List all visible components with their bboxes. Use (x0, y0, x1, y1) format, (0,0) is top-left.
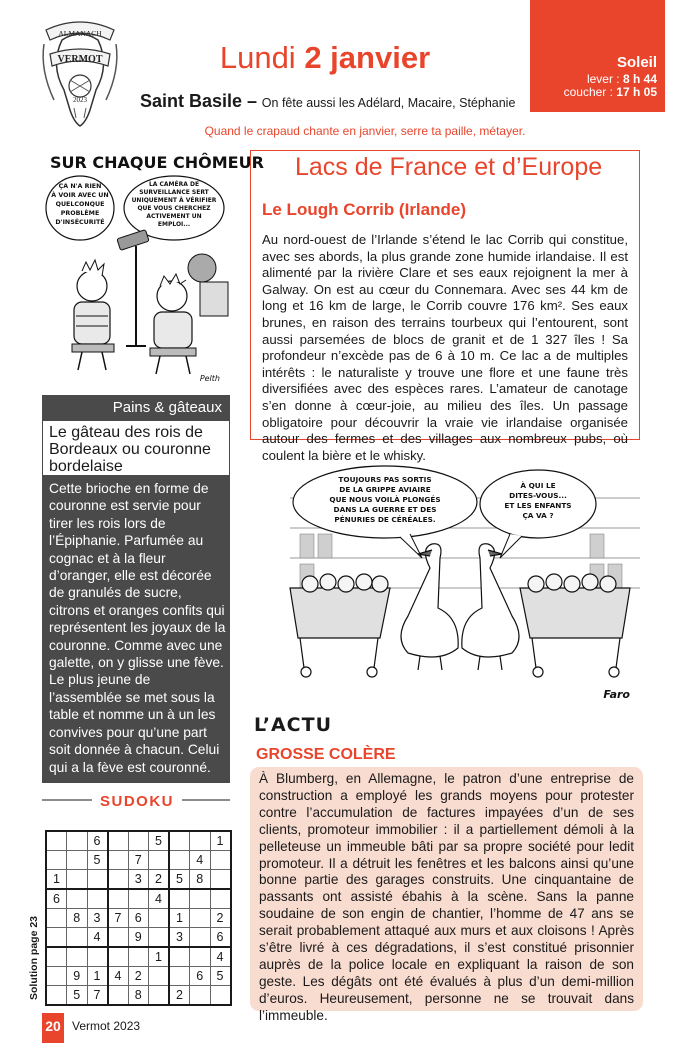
sudoku-cell: 5 (67, 985, 88, 1004)
sudoku-cell (210, 889, 231, 908)
sudoku-cell (46, 850, 67, 869)
sudoku-cell: 6 (190, 966, 211, 985)
sudoku-cell (108, 870, 129, 889)
pains-category: Pains & gâteaux (42, 395, 230, 421)
bubble2-right-line: ÇA VA ? (522, 511, 554, 520)
camera-drawing (117, 230, 149, 346)
sudoku-cell: 4 (190, 850, 211, 869)
man-right-drawing (150, 274, 196, 374)
sudoku-cell: 1 (169, 908, 190, 927)
sudoku-row (46, 850, 231, 869)
sudoku-cell (190, 927, 211, 946)
bubble-left-line: QUELCONQUE (55, 201, 105, 208)
sudoku-cell (169, 850, 190, 869)
goose-left-drawing (401, 544, 458, 670)
date-title (150, 40, 500, 76)
sunset (530, 86, 657, 99)
cartoon-oies (290, 458, 640, 708)
sudoku-solution-note: Solution page 23 (28, 915, 40, 1000)
sudoku-cell (108, 927, 129, 946)
sudoku-cell: 5 (210, 966, 231, 985)
sudoku-cell: 3 (128, 870, 149, 889)
cart-left-drawing (290, 574, 390, 677)
sudoku-cell (67, 889, 88, 908)
sudoku-cell (169, 966, 190, 985)
bubble-left-line: ÇA N'A RIEN (58, 183, 102, 190)
sudoku-cell (149, 966, 170, 985)
date-value: 2 janvier (304, 40, 431, 75)
lacs-header: Lacs de France et d’Europe (295, 153, 603, 181)
sudoku-cell: 4 (149, 889, 170, 908)
footer-text: Vermot 2023 (72, 1019, 141, 1033)
bubble-left-line: D'INSÉCURITÉ (55, 219, 105, 226)
sudoku-cell: 4 (108, 966, 129, 985)
sudoku-cell (210, 850, 231, 869)
sudoku-cell (190, 889, 211, 908)
pains-gateaux-panel (42, 395, 230, 783)
lacs-article (250, 150, 640, 463)
actu-headline: GROSSE COLÈRE (256, 746, 396, 763)
sudoku-cell (67, 831, 88, 850)
sudoku-row (46, 966, 231, 985)
sudoku-grid (45, 830, 232, 1006)
sudoku-cell (149, 927, 170, 946)
sudoku-cell: 1 (210, 831, 231, 850)
sudoku-cell (210, 870, 231, 889)
sudoku-cell (190, 985, 211, 1004)
sudoku-cell: 1 (87, 966, 108, 985)
sudoku-cell (67, 850, 88, 869)
sudoku-cell (46, 947, 67, 966)
sudoku-row (46, 889, 231, 908)
proverb: Quand le crapaud chante en janvier, serre ta paille, métayer. (204, 124, 526, 138)
bubble-left-line: À VOIR AVEC UN (51, 192, 109, 199)
sudoku-cell: 9 (67, 966, 88, 985)
cartoon2-signature: Faro (603, 688, 630, 701)
sudoku-cell: 6 (128, 908, 149, 927)
sudoku-cell (149, 908, 170, 927)
sunrise-label: lever : (586, 72, 620, 86)
sudoku-cell: 8 (128, 985, 149, 1004)
bubble2-left-line: DE LA GRIPPE AVIAIRE (339, 485, 431, 494)
saint-name: Saint Basile – (140, 91, 258, 111)
sudoku-cell: 5 (169, 870, 190, 889)
sudoku-cell (108, 985, 129, 1004)
sudoku-cell: 7 (108, 908, 129, 927)
sudoku-cell (128, 947, 149, 966)
saint-of-day (140, 91, 520, 112)
sudoku-row (46, 927, 231, 946)
sudoku-cell (67, 947, 88, 966)
sudoku-cell: 1 (46, 870, 67, 889)
bubble-right-line: EMPLOI... (157, 221, 191, 228)
sudoku-cell (46, 908, 67, 927)
bubble-right-line: UNIQUEMENT À VÉRIFIER (131, 197, 217, 204)
sudoku-cell: 6 (87, 831, 108, 850)
sudoku-cell (108, 889, 129, 908)
sudoku-row (46, 985, 231, 1004)
bubble-right-line: ACTIVEMENT UN (146, 213, 202, 220)
sudoku-cell: 4 (87, 927, 108, 946)
sudoku-cell: 4 (210, 947, 231, 966)
svg-text:2023: 2023 (73, 96, 87, 104)
sunset-time: 17 h 05 (616, 85, 657, 99)
svg-text:ALMANACH: ALMANACH (58, 29, 102, 38)
sudoku-cell: 2 (149, 870, 170, 889)
bubble2-left-line: QUE NOUS VOILÀ PLONGÉS (329, 495, 441, 504)
bubble-right-line: QUE VOUS CHERCHEZ (137, 205, 211, 212)
soleil-box (530, 0, 665, 112)
actu-body: À Blumberg, en Allemagne, le patron d’une entreprise de construction a employé les grands moyens pour protester contre l’accumulation de factures impayées d’un de ses clients, promoteur immobilier : il a partiellement démoli à la pelleteuse un immeuble bâti par sa propre société pour ledit promoteur. Il a détruit les fenêtres et les balcons ainsi qu’une bonne partie des garages construits. Une cinquantaine de passants ont assisté ébahis à la scène. Sans la panne soudaine de son engin de chantier, l’homme de 47 ans se serait probablement attaqué aux murs et aux cloisons ! Après s’être livré à ces dégradations, il s’est constitué prisonnier auprès de la police locale en expliquant la raison de son geste. Les dégâts ont été évalués à plus d’un demi-million d’euros. Heureusement, personne ne se trouvait dans l’immeuble. (250, 767, 643, 1011)
soleil-title: Soleil (616, 54, 657, 71)
bubble-right-line: LA CAMÉRA DE (148, 181, 200, 188)
sudoku-cell (128, 831, 149, 850)
sudoku-cell: 5 (149, 831, 170, 850)
sudoku-cell (190, 831, 211, 850)
sudoku-row (46, 947, 231, 966)
sudoku-cell: 5 (87, 850, 108, 869)
sudoku-cell: 3 (169, 927, 190, 946)
actu-label: L’ACTU (254, 714, 332, 736)
man-left-drawing (72, 260, 114, 370)
sudoku-cell (46, 985, 67, 1004)
sudoku-cell: 9 (128, 927, 149, 946)
sudoku-cell (67, 870, 88, 889)
sudoku-cell (128, 889, 149, 908)
cartoon-chomeur (42, 146, 264, 392)
cartoon-signature: Pelth (199, 374, 220, 383)
pains-title: Le gâteau des rois de Bordeaux ou couronne bordelaise (42, 421, 230, 475)
pains-body: Cette brioche en forme de couronne est servie pour tirer les rois lors de l’Épiphanie. Parfumée au cognac et à la fleur d’oranger, elle est décorée de granulés de sucre, citrons et oranges confits qui représentent les joyaux de la couronne. Comme avec une galette, on y glisse une fève. Le plus jeune de l’assemblée se met sous la table et nomme un à un les convives pour qu’une part soit donnée à chacun. Celui qui a la fève est couronné. (42, 475, 230, 783)
bubble2-right-line: À QUI LE (520, 481, 556, 490)
sudoku-row (46, 870, 231, 889)
cartoon-title: SUR CHAQUE CHÔMEUR (50, 153, 264, 172)
sudoku-cell (108, 850, 129, 869)
bubble2-right-line: DITES-VOUS... (509, 491, 567, 500)
sudoku-cell (190, 947, 211, 966)
bubble2-left-line: PÉNURIES DE CÉRÉALES. (334, 515, 436, 524)
sudoku-cell (87, 947, 108, 966)
sudoku-cell (149, 985, 170, 1004)
sudoku-cell (46, 831, 67, 850)
sudoku-cell (190, 908, 211, 927)
sudoku-cell (87, 889, 108, 908)
lacs-body: Au nord-ouest de l’Irlande s’étend le lac Corrib qui constitue, avec ses abords, la plus grande zone humide irlandaise. Il est alimenté par la rivière Clare et ses eaux rejoignent la mer à Galway. On est au cœur du Connemara. Avec ses 44 km de long et 16 km de large, le Corrib couvre 176 km². Ses eaux brunes, en raison des terrains tourbeux qui l’entourent, sont aussi parsemées de blocs de granit et de 1 327 îles ! Sa profondeur n’excède pas de 6 à 10 m. Ce lac a de multiples intérêts : le naturaliste y trouve une flore et une faune très diversifiées avec des espèces rares. L’amateur de canotage s’en donne à cœur-joie, au milieu des îles. Un passage obligatoire pour découvrir la vraie vie irlandaise organisée autour des fermes et des villages aux nombreux pubs, où coulent la bière et le whisky. (262, 232, 628, 463)
sudoku-title: SUDOKU (92, 793, 182, 810)
sudoku-row (46, 908, 231, 927)
sudoku-cell (169, 889, 190, 908)
svg-text:VERMOT: VERMOT (57, 54, 103, 65)
sudoku-cell: 2 (169, 985, 190, 1004)
sudoku-cell: 1 (149, 947, 170, 966)
page-number: 20 (42, 1013, 64, 1043)
cart-right-drawing (520, 574, 630, 677)
sudoku-cell (108, 831, 129, 850)
sudoku-cell (108, 947, 129, 966)
page-footer (42, 1013, 642, 1043)
sudoku-cell (169, 947, 190, 966)
sudoku-cell: 3 (87, 908, 108, 927)
sudoku-cell (46, 966, 67, 985)
sudoku-cell (46, 927, 67, 946)
lacs-subtitle: Le Lough Corrib (Irlande) (262, 200, 466, 219)
sunset-label: coucher : (563, 85, 613, 99)
sudoku-cell (87, 870, 108, 889)
sudoku-row (46, 831, 231, 850)
sudoku-cell: 6 (46, 889, 67, 908)
bubble2-left-line: TOUJOURS PAS SORTIS (338, 475, 432, 484)
sudoku-cell (169, 831, 190, 850)
sudoku-cell: 2 (128, 966, 149, 985)
sudoku-cell: 2 (210, 908, 231, 927)
sunrise-time: 8 h 44 (622, 72, 657, 86)
sudoku-cell: 8 (190, 870, 211, 889)
sudoku-cell: 7 (128, 850, 149, 869)
sudoku-cell (149, 850, 170, 869)
sudoku-cell: 7 (87, 985, 108, 1004)
sudoku-cell: 8 (67, 908, 88, 927)
bubble2-right-line: ET LES ENFANTS (504, 501, 572, 510)
sudoku-cell (67, 927, 88, 946)
sudoku-cell: 6 (210, 927, 231, 946)
goose-right-drawing (462, 544, 519, 670)
sudoku-cell (210, 985, 231, 1004)
day-name: Lundi (219, 40, 296, 75)
bubble-left-line: PROBLÈME (60, 210, 100, 217)
bubble-right-line: SURVEILLANCE SERT (139, 189, 209, 196)
bubble2-left-line: DANS LA GUERRE ET DES (333, 505, 437, 514)
saint-others: On fête aussi les Adélard, Macaire, Stéphanie (261, 96, 516, 110)
almanach-logo (40, 10, 120, 128)
